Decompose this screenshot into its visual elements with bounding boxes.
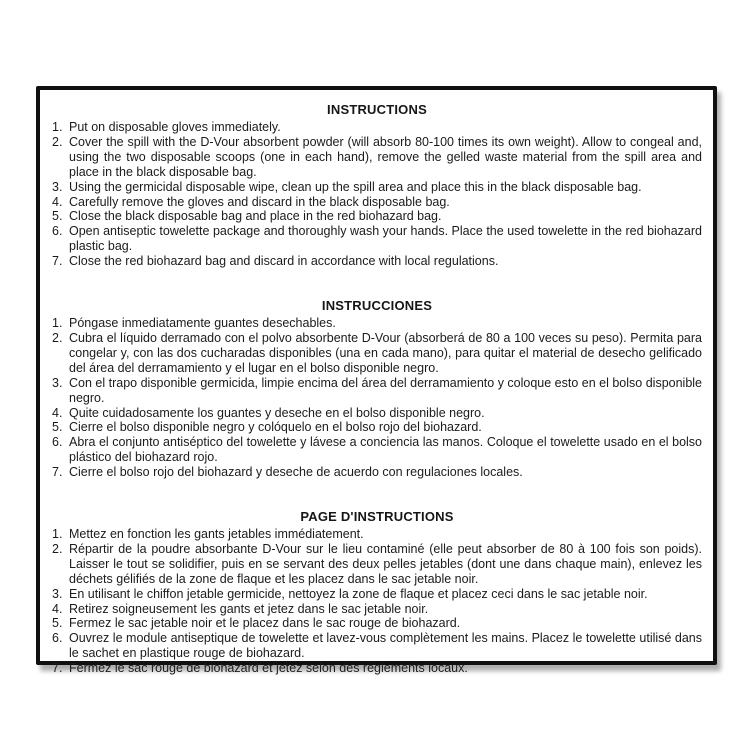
instruction-card bbox=[36, 86, 717, 676]
item-number: 7. bbox=[52, 661, 63, 676]
item-number: 2. bbox=[52, 134, 63, 149]
item-number: 3. bbox=[52, 179, 63, 194]
instruction-item bbox=[52, 135, 702, 180]
item-number: 5. bbox=[52, 616, 63, 631]
item-number: 5. bbox=[52, 209, 63, 224]
item-number: 4. bbox=[52, 405, 63, 420]
item-text: Put on disposable gloves immediately. bbox=[69, 120, 281, 134]
item-text: Con el trapo disponible germicida, limpie encima del área del derramamiento y coloque esto en el bolso disponible negro. bbox=[69, 375, 703, 405]
instruction-item bbox=[52, 316, 702, 331]
item-number: 6. bbox=[52, 224, 63, 239]
instruction-item bbox=[52, 616, 702, 631]
section-instructions-english bbox=[52, 102, 702, 269]
instruction-item bbox=[52, 376, 702, 406]
instruction-item bbox=[52, 465, 702, 480]
instruction-item bbox=[52, 120, 702, 135]
instruction-item bbox=[52, 331, 702, 376]
item-text: Retirez soigneusement les gants et jetez dans le sac jetable noir. bbox=[69, 601, 429, 616]
item-text: Mettez en fonction les gants jetables immédiatement. bbox=[69, 527, 364, 542]
instruction-list-spanish bbox=[52, 316, 702, 480]
item-number: 2. bbox=[52, 541, 63, 556]
item-text: Cierre el bolso disponible negro y colóquelo en el bolso rojo del biohazard. bbox=[69, 420, 482, 435]
item-number: 3. bbox=[52, 375, 63, 390]
instruction-item bbox=[52, 224, 702, 254]
instruction-item bbox=[52, 254, 702, 269]
item-number: 6. bbox=[52, 631, 63, 646]
item-number: 4. bbox=[52, 194, 63, 209]
instruction-item bbox=[52, 661, 702, 676]
instruction-item bbox=[52, 542, 702, 587]
item-text: Póngase inmediatamente guantes desechables. bbox=[69, 316, 336, 331]
item-number: 1. bbox=[52, 316, 63, 331]
item-number: 2. bbox=[52, 330, 63, 345]
instruction-item bbox=[52, 195, 702, 210]
item-text: Cover the spill with the D-Vour absorbent powder (will absorb 80-100 times its own weight). Allow to congeal and, using the two disposable scoops (one in each hand), remove the gelled waste material from the spill area and place in the black disposable bag. bbox=[69, 134, 702, 179]
instruction-item bbox=[52, 631, 702, 661]
item-text: Fermez le sac jetable noir et le placez dans le sac rouge de biohazard. bbox=[69, 616, 461, 631]
instruction-item bbox=[52, 420, 702, 435]
instruction-list-english bbox=[52, 120, 702, 269]
item-text: Fermez le sac rouge de biohazard et jetez selon des règlements locaux. bbox=[69, 661, 468, 676]
item-text: Abra el conjunto antiséptico del towelette y lávese a conciencia las manos. Coloque el towelette usado en el bolso plástico del biohazard rojo. bbox=[69, 435, 702, 465]
item-text: Open antiseptic towelette package and thoroughly wash your hands. Place the used towelette in the red biohazard plastic bag. bbox=[69, 224, 702, 254]
item-text: Quite cuidadosamente los guantes y deseche en el bolso disponible negro. bbox=[69, 405, 485, 420]
instruction-item bbox=[52, 602, 702, 617]
item-number: 5. bbox=[52, 420, 63, 435]
item-number: 3. bbox=[52, 586, 63, 601]
item-text: Cierre el bolso rojo del biohazard y deseche de acuerdo con regulaciones locales. bbox=[69, 465, 523, 480]
item-text: Cubra el líquido derramado con el polvo absorbente D-Vour (absorberá de 80 a 100 veces su peso). Permita para congelar y, con las dos cucharadas disponibles (una en cada mano), para quitar el material de desecho gelificado del área del derramamiento y el lugar en el bolso disponible negro. bbox=[69, 330, 702, 375]
item-text: Close the black disposable bag and place in the red biohazard bag. bbox=[69, 209, 442, 224]
item-text: En utilisant le chiffon jetable germicide, nettoyez la zone de flaque et placez ceci dans le sac jetable noir. bbox=[69, 586, 648, 601]
instruction-item bbox=[52, 180, 702, 195]
item-number: 7. bbox=[52, 465, 63, 480]
item-number: 7. bbox=[52, 254, 63, 269]
item-text: Répartir de la poudre absorbante D-Vour sur le lieu contaminé (elle peut absorber de 80 à 100 fois son poids). Laisser le tout se solidifier, puis en se servant des deux pelles jetables (dont une dans chaque main), enlevez les déchets gélifiés de la zone de flaque et les placez dans le sac jetable noir. bbox=[69, 541, 702, 586]
item-text: Close the red biohazard bag and discard in accordance with local regulations. bbox=[69, 254, 499, 269]
section-title-spanish: INSTRUCCIONES bbox=[321, 298, 433, 314]
instruction-item bbox=[52, 406, 702, 421]
item-number: 1. bbox=[52, 120, 63, 134]
instruction-item bbox=[52, 527, 702, 542]
instruction-item bbox=[52, 209, 702, 224]
item-number: 4. bbox=[52, 601, 63, 616]
section-instructions-french bbox=[52, 509, 702, 676]
section-title-french: PAGE D'INSTRUCTIONS bbox=[300, 509, 454, 525]
item-number: 1. bbox=[52, 527, 63, 542]
item-number: 6. bbox=[52, 435, 63, 450]
section-instructions-spanish bbox=[52, 298, 702, 480]
instruction-item bbox=[52, 435, 702, 465]
section-title-english: INSTRUCTIONS bbox=[327, 102, 427, 117]
item-text: Using the germicidal disposable wipe, clean up the spill area and place this in the black disposable bag. bbox=[69, 179, 642, 194]
item-text: Ouvrez le module antiseptique de towelette et lavez-vous complètement les mains. Placez le towelette utilisé dans le sachet en plastique rouge de biohazard. bbox=[69, 631, 702, 661]
instruction-list-french bbox=[52, 527, 702, 676]
instruction-item bbox=[52, 587, 702, 602]
item-text: Carefully remove the gloves and discard in the black disposable bag. bbox=[69, 194, 450, 209]
